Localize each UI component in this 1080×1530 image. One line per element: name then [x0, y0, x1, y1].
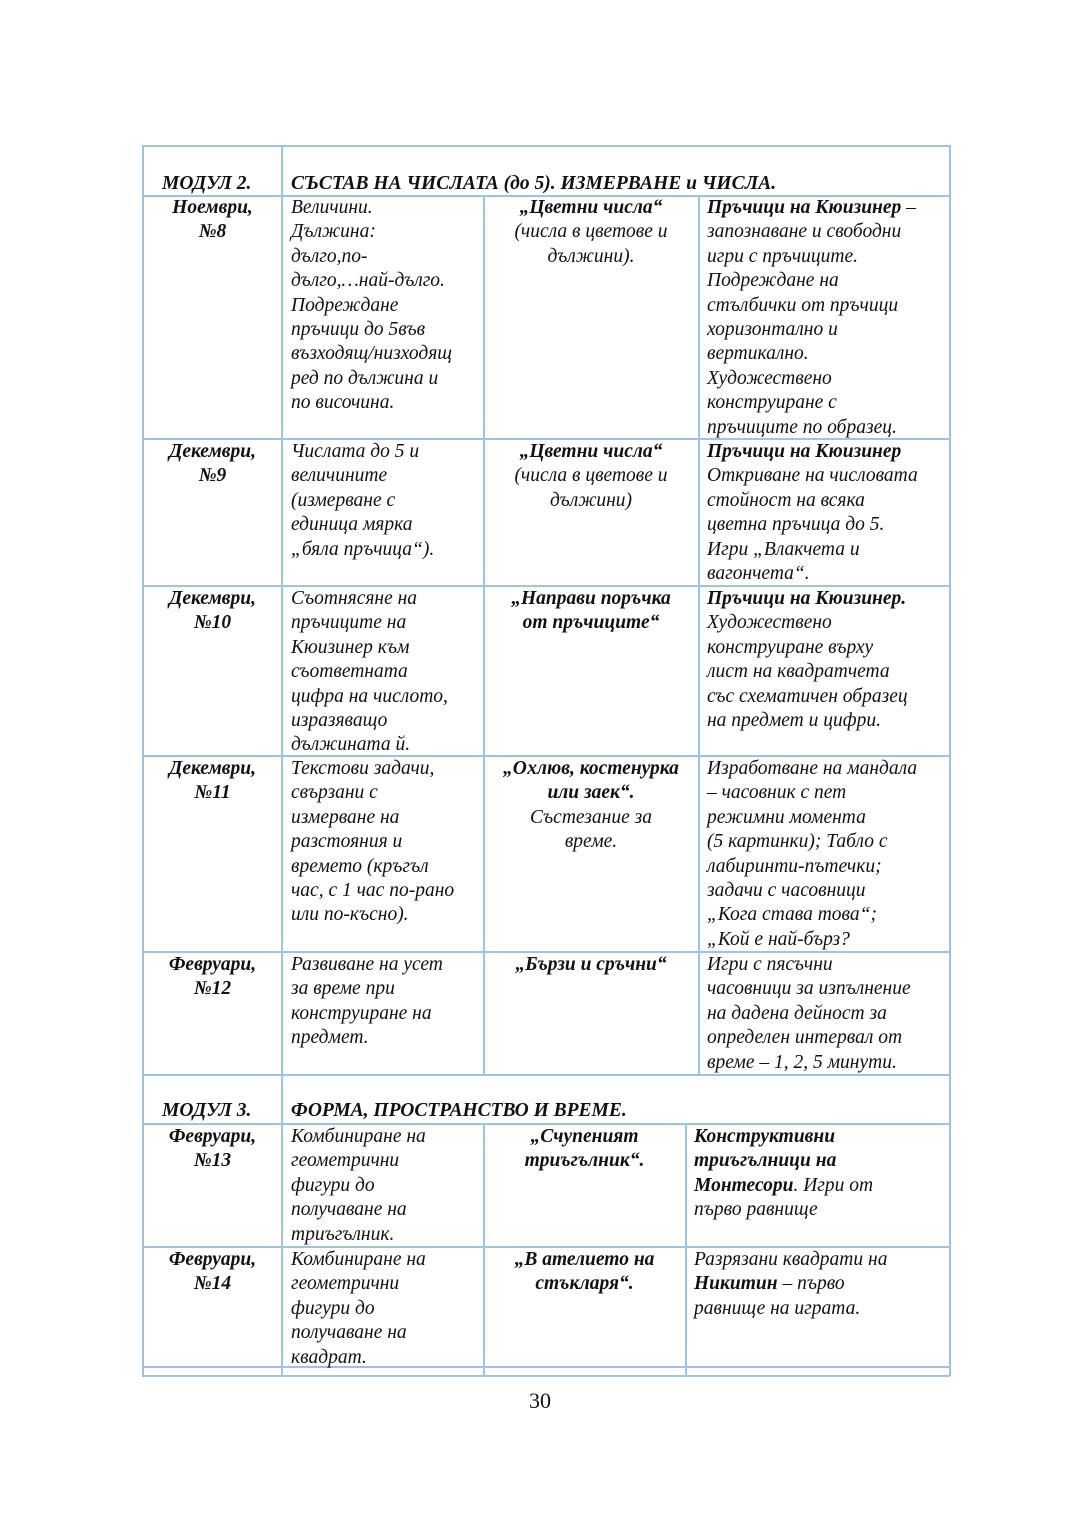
materials-text: Разрязани квадрати на — [694, 1249, 888, 1270]
materials-text: задачи с часовници — [707, 880, 866, 902]
page-number: 30 — [529, 1388, 551, 1413]
topic-line: свързани с — [291, 782, 378, 804]
date-cell — [145, 1248, 280, 1297]
materials-text: Изработване на мандала — [707, 758, 918, 779]
materials-line — [707, 513, 947, 537]
topic-line: (измерване с — [291, 489, 396, 511]
game-cell — [486, 587, 696, 636]
materials-cell — [707, 757, 947, 952]
materials-text: вертикално. — [707, 343, 809, 365]
materials-line — [707, 220, 947, 244]
materials-text: хоризонтално и — [707, 319, 838, 341]
date-line: Ноември, — [172, 197, 253, 218]
topic-line: по височина. — [291, 392, 395, 414]
materials-text: вагончета“. — [707, 563, 810, 585]
materials-text: Пръчици на Кюизинер — [707, 441, 902, 462]
game-line: време. — [564, 831, 618, 853]
materials-line — [707, 1051, 947, 1075]
materials-line — [707, 416, 947, 440]
materials-text: Монтесори — [694, 1174, 794, 1196]
module-2-label: МОДУЛ 2. — [162, 173, 252, 194]
topic-line: геометрични — [291, 1150, 400, 1172]
materials-line — [707, 391, 947, 415]
materials-line — [707, 903, 947, 927]
topic-line: Комбиниране на — [291, 1249, 426, 1270]
date-line: №12 — [193, 978, 232, 1000]
materials-text: „Кога става това“; — [707, 904, 877, 926]
game-cell — [486, 1248, 683, 1297]
game-cell — [486, 757, 696, 855]
game-line: „Охлюв, костенурка — [503, 758, 679, 779]
topic-line: геометрични — [291, 1273, 400, 1295]
materials-text: – часовник с пет — [707, 782, 847, 804]
materials-line — [694, 1174, 947, 1198]
materials-line — [694, 1149, 947, 1173]
game-line: „В ателието на — [514, 1249, 655, 1270]
topic-line: или по-късно). — [291, 904, 409, 926]
topic-line: фигури до — [291, 1174, 375, 1196]
game-line: от пръчиците“ — [522, 612, 660, 634]
topic-line: измерване на — [291, 806, 400, 828]
game-line: триъгълник“. — [524, 1150, 645, 1172]
date-cell — [145, 587, 280, 636]
materials-text: стойност на всяка — [707, 489, 865, 511]
date-line: Декември, — [169, 758, 256, 779]
topic-cell — [291, 196, 481, 416]
game-line: „Цветни числа“ — [519, 197, 663, 218]
materials-line — [707, 538, 947, 562]
topic-line: получаване на — [291, 1322, 407, 1344]
materials-line — [707, 660, 947, 684]
materials-line — [707, 367, 947, 391]
date-cell — [145, 953, 280, 1002]
materials-line — [707, 440, 947, 464]
topic-cell — [291, 953, 481, 1051]
materials-cell — [707, 196, 947, 440]
materials-text: . Игри от — [793, 1174, 874, 1196]
materials-cell — [707, 587, 947, 733]
module-3-title: ФОРМА, ПРОСТРАНСТВО И ВРЕМЕ. — [291, 1100, 627, 1121]
date-line: Декември, — [169, 441, 256, 462]
game-cell — [486, 196, 696, 269]
date-line: Февруари, — [168, 1126, 257, 1147]
materials-text: равнище на играта. — [694, 1297, 861, 1319]
materials-text: – първо — [777, 1273, 845, 1295]
materials-line — [694, 1198, 947, 1222]
materials-text: – — [901, 197, 916, 218]
topic-line: единица мярка — [291, 514, 413, 536]
materials-line — [707, 318, 947, 342]
date-cell — [145, 440, 280, 489]
topic-line: „бяла пръчица“). — [291, 538, 435, 560]
materials-text: пръчиците по образец. — [707, 416, 897, 438]
game-line: „Счупеният — [530, 1126, 639, 1147]
topic-cell — [291, 587, 481, 758]
materials-text: „Кой е най-бърз? — [707, 928, 850, 950]
materials-line — [707, 757, 947, 781]
topic-line: Подреждане — [291, 294, 399, 316]
topic-line: Съотнясяне на — [291, 588, 418, 609]
materials-line — [707, 587, 947, 611]
date-line: №8 — [198, 221, 227, 243]
date-cell — [145, 757, 280, 806]
materials-cell — [707, 440, 947, 586]
materials-text: часовници за изпълнение — [707, 978, 911, 1000]
materials-line — [707, 489, 947, 513]
game-line: (числа в цветове и — [514, 221, 668, 243]
topic-line: величините — [291, 465, 388, 487]
materials-line — [707, 855, 947, 879]
materials-text: цветна пръчица до 5. — [707, 514, 885, 536]
materials-line — [707, 977, 947, 1001]
topic-line: Комбиниране на — [291, 1126, 426, 1147]
topic-cell — [291, 1248, 481, 1370]
materials-text: на дадена дейност за — [707, 1002, 887, 1024]
materials-line — [707, 709, 947, 733]
topic-cell — [291, 440, 481, 562]
topic-line: пръчици до 5във — [291, 319, 426, 341]
materials-cell — [694, 1248, 947, 1321]
materials-line — [694, 1125, 947, 1149]
game-line: дължини) — [549, 489, 633, 511]
topic-line: фигури до — [291, 1297, 375, 1319]
topic-line: пръчиците на — [291, 612, 407, 634]
topic-line: конструиране на — [291, 1002, 432, 1024]
topic-line: възходящ/низходящ — [291, 343, 453, 365]
materials-cell — [694, 1125, 947, 1223]
topic-line: за време при — [291, 978, 395, 1000]
materials-line — [707, 294, 947, 318]
date-cell — [145, 196, 280, 245]
materials-line — [707, 879, 947, 903]
materials-text: лабиринти-пътечки; — [707, 855, 882, 877]
game-line: (числа в цветове и — [514, 465, 668, 487]
date-cell — [145, 1125, 280, 1174]
materials-line — [707, 685, 947, 709]
date-line: Февруари, — [168, 954, 257, 975]
topic-line: Дължина: — [291, 221, 376, 243]
materials-text: лист на квадратчета — [707, 661, 890, 683]
game-cell — [486, 440, 696, 513]
materials-line — [694, 1297, 947, 1321]
game-cell — [486, 953, 696, 977]
materials-line — [707, 953, 947, 977]
game-line: дължини). — [547, 245, 635, 267]
materials-text: режимни момента — [707, 806, 866, 828]
materials-line — [707, 636, 947, 660]
materials-text: Конструктивни — [694, 1126, 836, 1147]
materials-text: Никитин — [694, 1273, 778, 1295]
materials-line — [707, 928, 947, 952]
materials-text: Подреждане на — [707, 270, 839, 292]
materials-text: Откриване на числовата — [707, 465, 918, 487]
game-line: „Направи поръчка — [511, 588, 671, 609]
topic-line: Числата до 5 и — [291, 441, 420, 462]
materials-line — [707, 269, 947, 293]
materials-text: Пръчици на Кюизинер — [707, 197, 902, 218]
game-cell — [486, 1125, 683, 1174]
game-line: „Цветни числа“ — [519, 441, 663, 462]
materials-text: Пръчици на Кюизинер. — [707, 588, 907, 609]
topic-cell — [291, 757, 481, 928]
topic-line: Величини. — [291, 197, 373, 218]
materials-text: игри с пръчиците. — [707, 245, 859, 267]
date-line: Февруари, — [168, 1249, 257, 1270]
topic-line: получаване на — [291, 1199, 407, 1221]
topic-line: квадрат. — [291, 1346, 367, 1368]
materials-text: със схематичен образец — [707, 685, 908, 707]
module-2-title: СЪСТАВ НА ЧИСЛАТА (до 5). ИЗМЕРВАНЕ и ЧИСЛА. — [291, 173, 777, 194]
materials-text: определен интервал от — [707, 1027, 903, 1049]
topic-line: съответната — [291, 661, 408, 683]
materials-text: на предмет и цифри. — [707, 710, 881, 732]
materials-text: Игри с пясъчни — [707, 954, 833, 975]
topic-line: цифра на числото, — [291, 685, 448, 707]
game-line: или заек“. — [547, 782, 635, 804]
topic-line: Кюизинер към — [291, 636, 410, 658]
topic-line: дължината й. — [291, 734, 411, 756]
date-line: №11 — [194, 782, 231, 804]
materials-text: време – 1, 2, 5 минути. — [707, 1051, 897, 1073]
date-line: №10 — [193, 612, 232, 634]
topic-line: времето (кръгъл — [291, 855, 429, 877]
date-line: №9 — [198, 465, 227, 487]
topic-line: предмет. — [291, 1027, 369, 1049]
materials-text: първо равнище — [694, 1199, 818, 1221]
materials-text: Художествено — [707, 612, 832, 634]
materials-line — [694, 1272, 947, 1296]
materials-text: (5 картинки); Табло с — [707, 831, 888, 853]
topic-line: триъгълник. — [291, 1223, 395, 1245]
materials-line — [707, 245, 947, 269]
materials-line — [707, 781, 947, 805]
topic-line: Развиване на усет — [291, 954, 443, 975]
game-line: Състезание за — [530, 806, 652, 828]
materials-text: стълбички от пръчици — [707, 294, 899, 316]
materials-cell — [707, 953, 947, 1075]
topic-line: дълго,…най-дълго. — [291, 270, 445, 292]
date-line: Декември, — [169, 588, 256, 609]
materials-text: запознаване и свободни — [707, 221, 902, 243]
materials-line — [707, 562, 947, 586]
topic-cell — [291, 1125, 481, 1247]
topic-line: дълго,по- — [291, 245, 368, 267]
date-line: №14 — [193, 1273, 232, 1295]
game-line: „Бързи и сръчни“ — [515, 954, 667, 975]
materials-text: конструиране с — [707, 392, 837, 414]
materials-text: Художествено — [707, 367, 832, 389]
materials-line — [694, 1248, 947, 1272]
topic-line: разстояния и — [291, 831, 403, 853]
topic-line: ред по дължина и — [291, 367, 439, 389]
topic-line: изразяващо — [291, 710, 388, 732]
materials-line — [707, 1026, 947, 1050]
materials-line — [707, 611, 947, 635]
materials-line — [707, 830, 947, 854]
materials-line — [707, 196, 947, 220]
module-3-label: МОДУЛ 3. — [162, 1100, 252, 1121]
materials-text: Игри „Влакчета и — [707, 538, 860, 560]
topic-line: час, с 1 час по-рано — [291, 880, 455, 902]
materials-line — [707, 342, 947, 366]
date-line: №13 — [193, 1150, 232, 1172]
materials-line — [707, 806, 947, 830]
materials-text: триъгълници на — [694, 1150, 837, 1172]
game-line: стъкларя“. — [535, 1273, 634, 1295]
topic-line: Текстови задачи, — [291, 758, 435, 779]
materials-text: конструиране върху — [707, 636, 874, 658]
materials-line — [707, 1002, 947, 1026]
materials-line — [707, 464, 947, 488]
